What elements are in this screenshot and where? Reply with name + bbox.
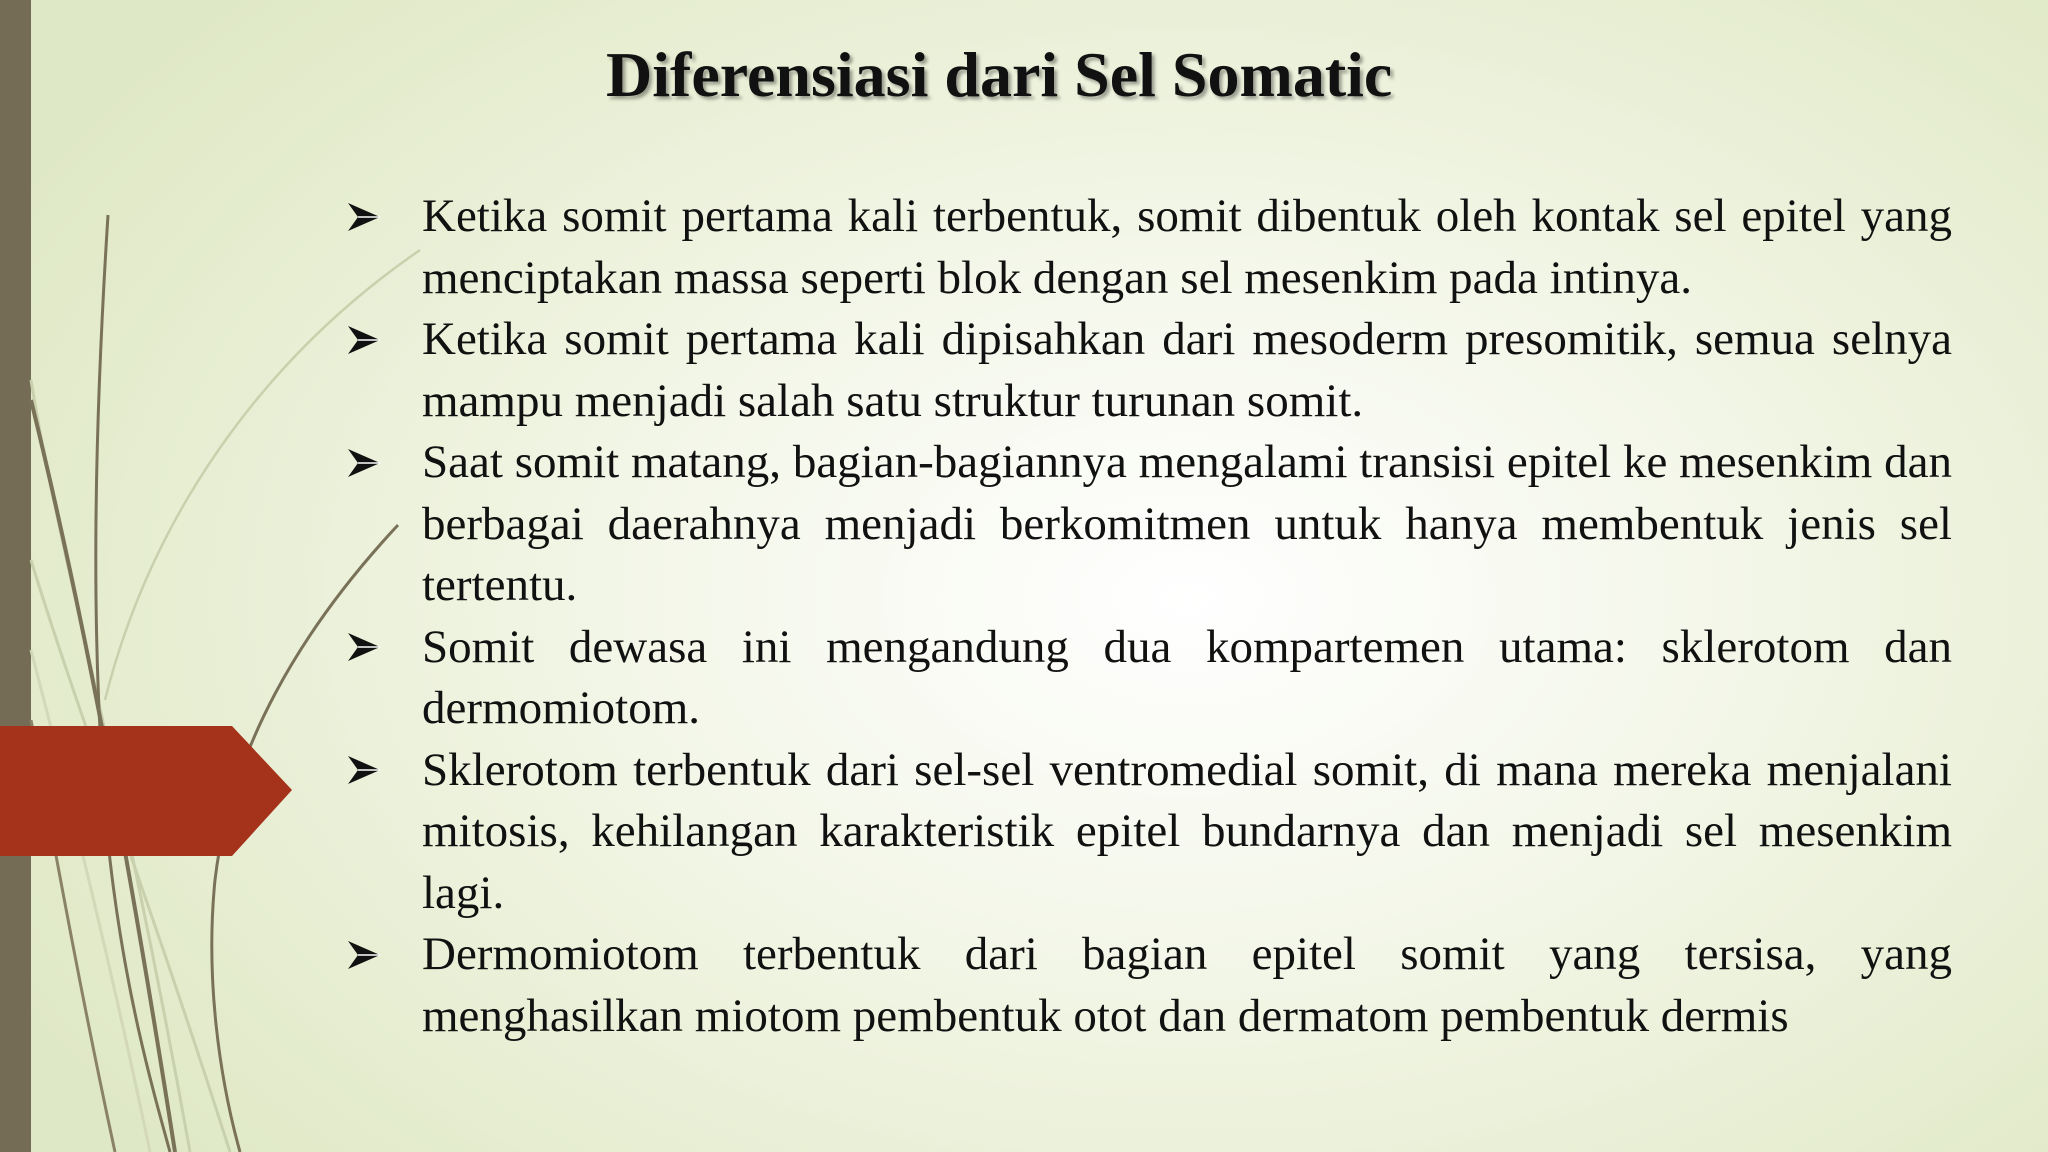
slide-title: Diferensiasi dari Sel Somatic bbox=[606, 39, 1393, 110]
arrowhead-bullet-icon bbox=[347, 432, 387, 494]
list-item bbox=[347, 740, 1952, 925]
list-item bbox=[347, 432, 1952, 617]
list-item bbox=[347, 924, 1952, 1047]
arrowhead-bullet-icon bbox=[347, 186, 387, 248]
arrowhead-bullet-icon bbox=[347, 740, 387, 802]
arrowhead-bullet-icon bbox=[347, 309, 387, 371]
bullet-text: Ketika somit pertama kali dipisahkan dari mesoderm presomitik, semua selnya mampu menjadi salah satu struktur turunan somit. bbox=[422, 313, 1952, 427]
list-item bbox=[347, 309, 1952, 432]
bullet-text: Somit dewasa ini mengandung dua kompartemen utama: sklerotom dan dermomiotom. bbox=[422, 620, 1952, 734]
bullet-text: Ketika somit pertama kali terbentuk, somit dibentuk oleh kontak sel epitel yang menciptakan massa seperti blok dengan sel mesenkim pada intinya. bbox=[422, 190, 1952, 304]
list-item bbox=[347, 186, 1952, 309]
bullet-text: Saat somit matang, bagian-bagiannya mengalami transisi epitel ke mesenkim dan berbagai daerahnya menjadi berkomitmen untuk hanya membentuk jenis sel tertentu. bbox=[422, 436, 1952, 611]
red-arrow-banner bbox=[0, 726, 292, 856]
bullet-list bbox=[347, 186, 1952, 1047]
arrowhead-bullet-icon bbox=[347, 617, 387, 679]
bullet-text: Dermomiotom terbentuk dari bagian epitel somit yang tersisa, yang menghasilkan miotom pembentuk otot dan dermatom pembentuk dermis bbox=[422, 928, 1952, 1042]
list-item bbox=[347, 617, 1952, 740]
arrowhead-bullet-icon bbox=[347, 924, 387, 986]
bullet-text: Sklerotom terbentuk dari sel-sel ventromedial somit, di mana mereka menjalani mitosis, kehilangan karakteristik epitel bundarnya dan menjadi sel mesenkim lagi. bbox=[422, 743, 1952, 919]
